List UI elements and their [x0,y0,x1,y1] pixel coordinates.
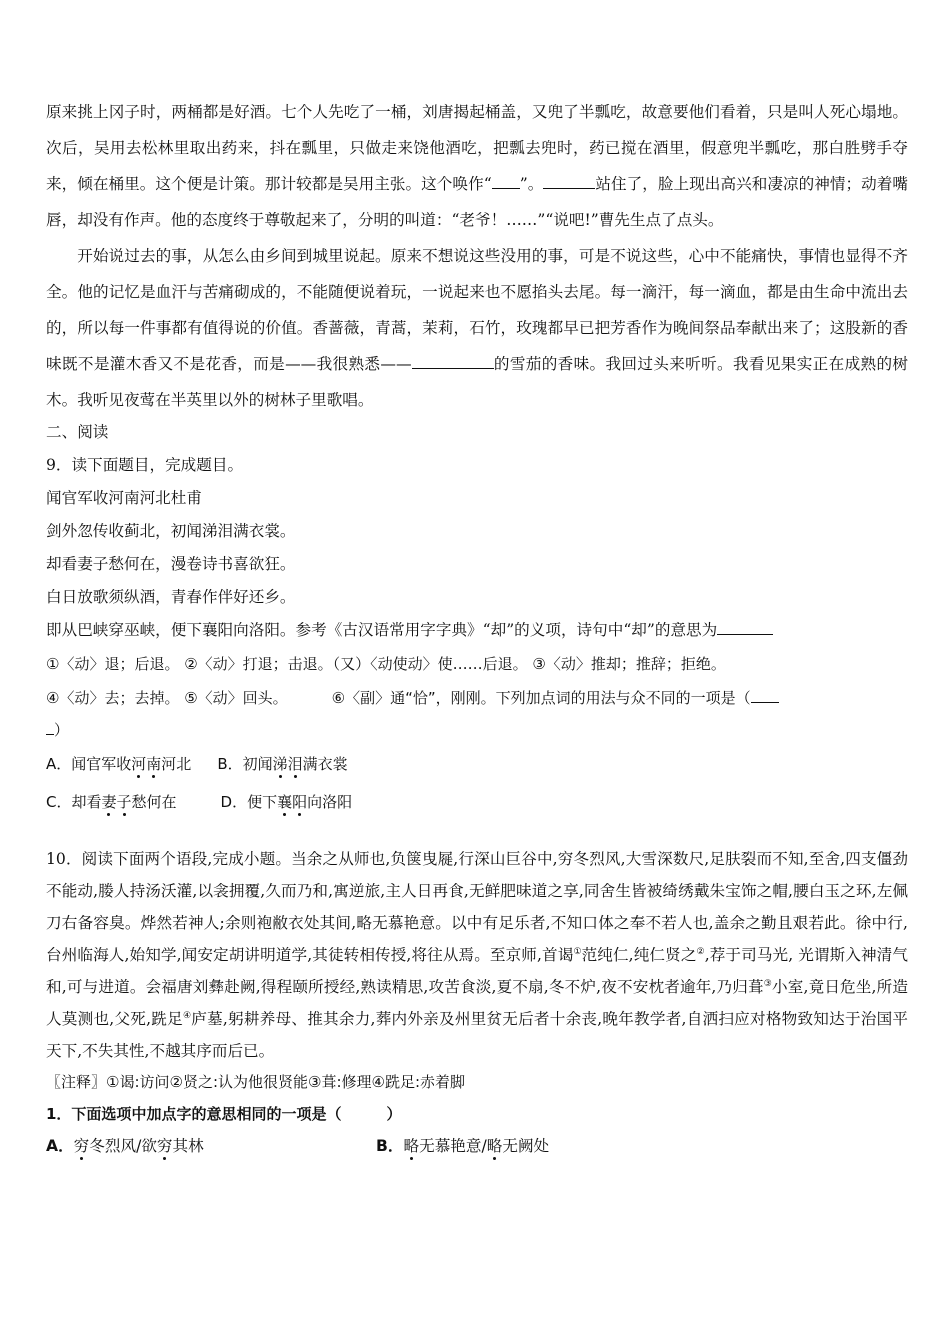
option-b[interactable]: B．略无慕艳意/略无阙处 [376,1137,550,1155]
answer-blank[interactable] [46,718,54,735]
answer-blank[interactable] [543,172,595,189]
passage-text: ,荐于司马光, 光谓斯入神清气和,可与进道。会福唐刘彝赴阙,得程颐所授经,熟读精思,攻苦食淡,夏不扇,冬不炉,夜不安枕者逾年,乃归葺 [46,946,908,996]
option-b[interactable]: B．初闻涕泪满衣裳 [217,755,348,773]
passage-text: 10．阅读下面两个语段,完成小题。当余之从师也,负箧曳屣,行深山巨谷中,穷冬烈风,大雪深数尺,足肤裂而不知,至舍,四支僵劲不能动,媵人持汤沃灌,以衾拥覆,久而乃和,寓逆旅,主人日再食,无鲜肥味道之享,同舍生皆被绮绣戴朱宝饰之帽,腰白玉之环,左佩刀右备容臭。烨然若神人;余则袍敝衣处其间,略无慕艳意。以中有足乐者,不知口体之奉不若人也,盖余之勤且艰若此。徐中行,台州临海人,始知学,闻安定胡讲明道学,其徒转相传授,将往从焉。至京师,首谒 [46,850,908,964]
sub-question-1: 1．下面选项中加点字的意思相同的一项是（ ） [46,1105,402,1123]
dotted-char: 穷 [156,1137,173,1155]
dotted-char: 略 [486,1137,503,1155]
note-marker: ② [696,946,705,957]
sub-question-1-options [46,1130,908,1162]
dotted-word [101,793,131,811]
answer-blank[interactable] [717,618,773,635]
note-marker: ③ [763,978,772,989]
section-heading: 二、阅读 [46,423,109,441]
passage-text: 小室,竟日危坐,所造人莫测也,父死,跣足 [46,978,908,1028]
meanings-line-1: ①〈动〉退；后退。 ②〈动〉打退；击退。（又）〈动使动〉使……后退。 ③〈动〉推却；推辞；拒绝。 [46,655,726,673]
dotted-char: 子 [116,793,132,811]
meanings-text: ⑥〈副〉通“恰”，刚刚。下列加点词的用法与众不同的一项是（ [331,689,751,707]
answer-blank[interactable] [412,352,494,369]
note-marker: ① [573,946,582,957]
question-text: 即从巴峡穿巫峡，便下襄阳向洛阳。参考《古汉语常用字字典》“却”的义项，诗句中“却”的意思为 [46,621,718,639]
passage-text: ”。 [519,175,544,193]
dotted-word [273,755,303,773]
question-9-title: 9．读下面题目，完成题目。 [46,456,244,474]
options-row-cd [46,783,908,821]
poem-line: 剑外忽传收蓟北，初闻涕泪满衣裳。 [46,522,296,540]
dotted-char: 略 [403,1137,420,1155]
dotted-char: 涕 [272,755,288,773]
dotted-char: 河 [131,755,147,773]
option-c[interactable]: C．却看妻子愁何在 [46,793,177,811]
passage-text: 开始说过去的事，从怎么由乡间到城里说起。原来不想说这些没用的事，可是不说这些，心中不能痛快，事情也显得不齐全。他的记忆是血汗与苦痛砌成的，不能随便说着玩，一说起来也不愿掐头去尾。每一滴汗，每一滴血，都是由生命中流出去的，所以每一件事都有值得说的价值。香蔷薇，青蒿，茉莉，石竹，玫瑰都早已把芳香作为晚间祭品奉献出来了；这股新的香味既不是灌木香又不是花香，而是——我很熟悉—— [46,247,908,373]
answer-blank[interactable] [751,686,779,703]
poem-line: 白日放歌须纵酒，青春作伴好还乡。 [46,588,296,606]
document-page [46,94,908,1162]
meanings-text: ④〈动〉去；去掉。 ⑤〈动〉回头。 [46,689,288,707]
passage-text: 范纯仁,纯仁贤之 [581,946,697,964]
meanings-line-2 [46,681,908,715]
dotted-char: 妻 [101,793,117,811]
passage-text: 庐墓,躬耕养母、推其余力,葬内外亲及州里贫无后者十余丧,晚年教学者,自洒扫应对格物致知达于治国平天下,不失其性,不越其序而后已。 [46,1010,909,1060]
dotted-char: 襄 [277,793,293,811]
passage-text: 站住了，脸上现出高兴和凄凉的神情；动着嘴唇，却没有作声。他的态度终于尊敬起来了，分明的叫道：“老爷！……”“说吧!”曹先生点了点头。 [46,175,908,229]
option-d[interactable]: D．便下襄阳向洛阳 [220,793,353,811]
option-a[interactable]: A．穷冬烈风/欲穷其林 [46,1137,204,1155]
dotted-char: 穷 [73,1137,90,1155]
options-row-ab [46,745,908,783]
dotted-char: 泪 [287,755,303,773]
poem-line: 却看妻子愁何在，漫卷诗书喜欲狂。 [46,555,296,573]
dotted-word [131,755,161,773]
question-10-passage [46,843,908,1067]
passage-text: 原来挑上冈子时，两桶都是好酒。七个人先吃了一桶，刘唐揭起桶盖，又兜了半瓢吃，故意要他们看着，只是叫人死心塌地。次后，吴用去松林里取出药来，抖在瓢里，只做走来饶他酒吃，把瓢去兜时，药已搅在酒里，假意兜半瓢吃，那白胜劈手夺来，倾在桶里。这个便是计策。那计较都是吴用主张。这个唤作“ [46,103,908,193]
poem-title: 闻官军收河南河北杜甫 [46,489,202,507]
dotted-char: 南 [146,755,162,773]
passage-text: 的雪茄的香味。我回过头来听听。我看见果实正在成熟的树木。我听见夜莺在半英里以外的树林子里歌唱。 [46,355,908,409]
dotted-char: 阳 [292,793,308,811]
note-marker: ④ [182,1010,192,1021]
dotted-word [277,793,307,811]
option-a[interactable]: A．闻官军收河南河北 [46,755,192,773]
answer-blank[interactable] [492,172,520,189]
passage-paragraph-1 [46,94,908,238]
passage-paragraph-2 [46,238,908,418]
meanings-line-3 [46,715,908,745]
poem-last-line-question [46,614,908,647]
annotation-notes: 〖注释〗①谒:访问②贤之:认为他很贤能③葺:修理④跣足:赤着脚 [46,1073,466,1091]
meanings-text: ） [54,721,70,739]
